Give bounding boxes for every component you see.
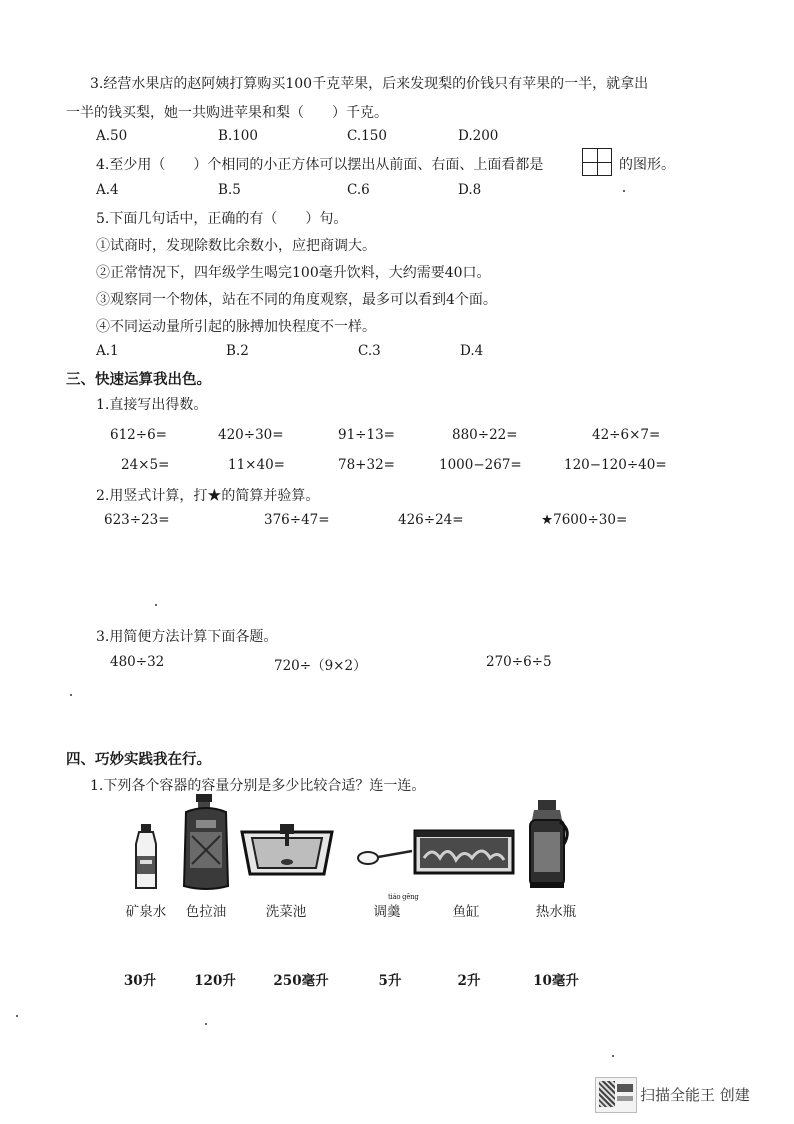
calc-r2-5: 120−120÷40=	[564, 457, 667, 473]
section3-sub1: 1.直接写出得数。	[96, 397, 208, 413]
q3-line2: 一半的钱买梨，她一共购进苹果和梨（ ）千克。	[66, 105, 388, 121]
item-fish-tank: 鱼缸	[452, 904, 480, 920]
q5-text: 5.下面几句话中，正确的有（ ）句。	[96, 211, 348, 227]
vertical-3: 426÷24=	[398, 512, 464, 528]
q3-line1: 3.经营水果店的赵阿姨打算购买100千克苹果，后来发现梨的价钱只有苹果的一半，就拿出	[90, 76, 649, 92]
scan-speck	[16, 1015, 18, 1017]
q3-option-b: B.100	[218, 128, 258, 144]
sink-icon	[238, 822, 336, 880]
fish-tank-icon	[412, 828, 516, 876]
section4-sub1: 1.下列各个容器的容量分别是多少比较合适？连一连。	[90, 778, 426, 794]
scan-speck	[612, 1055, 614, 1057]
q4-option-d: D.8	[458, 182, 482, 198]
q5-option-d: D.4	[460, 343, 484, 359]
item-spoon-ruby: tiáo gēng	[388, 893, 419, 901]
q5-option-a: A.1	[96, 343, 119, 359]
item-mineral-water: 矿泉水	[125, 904, 167, 920]
scan-speck	[205, 1023, 207, 1025]
footer-watermark-text: 扫描全能王 创建	[640, 1086, 750, 1104]
q5-option-b: B.2	[226, 343, 249, 359]
capacity-5: 2升	[457, 973, 481, 989]
mineral-water-bottle-icon	[128, 822, 164, 892]
calc-r1-5: 42÷6×7=	[592, 427, 661, 443]
calc-r2-4: 1000−267=	[439, 457, 522, 473]
calc-r2-3: 78+32=	[338, 457, 395, 473]
vertical-2: 376÷47=	[264, 512, 330, 528]
q4-option-c: C.6	[347, 182, 370, 198]
section3-sub3: 3.用简便方法计算下面各题。	[96, 629, 278, 645]
q5-statement-3: ③观察同一个物体，站在不同的角度观察，最多可以看到4个面。	[96, 292, 497, 308]
q3-option-a: A.50	[96, 128, 128, 144]
scan-speck	[623, 190, 625, 192]
item-thermos: 热水瓶	[535, 904, 577, 920]
q4-option-b: B.5	[218, 182, 241, 198]
item-sink: 洗菜池	[265, 904, 307, 920]
calc-r1-2: 420÷30=	[218, 427, 284, 443]
calc-r1-4: 880÷22=	[452, 427, 518, 443]
capacity-2: 120升	[194, 973, 236, 989]
camscanner-logo-icon	[595, 1077, 637, 1113]
q3-option-c: C.150	[347, 128, 387, 144]
q5-option-c: C.3	[358, 343, 381, 359]
section3-sub2: 2.用竖式计算，打★的简算并验算。	[96, 488, 320, 504]
section3-title: 三、快速运算我出色。	[66, 371, 211, 388]
capacity-1: 30升	[123, 973, 157, 989]
capacity-3: 250毫升	[273, 973, 329, 989]
q4-text: 4.至少用（ ）个相同的小正方体可以摆出从前面、右面、上面看都是	[96, 157, 544, 173]
simple-2: 720÷（9×2）	[274, 658, 367, 674]
four-square-grid-icon	[582, 148, 612, 176]
scan-speck	[70, 694, 72, 696]
vertical-4: ★7600÷30=	[541, 512, 628, 528]
scan-speck	[155, 604, 157, 606]
section4-title: 四、巧妙实践我在行。	[66, 751, 211, 768]
calc-r2-1: 24×5=	[121, 457, 170, 473]
spoon-icon	[356, 846, 416, 868]
simple-3: 270÷6÷5	[486, 654, 552, 670]
capacity-6: 10毫升	[533, 973, 579, 989]
item-salad-oil: 色拉油	[185, 904, 227, 920]
thermos-icon	[522, 796, 572, 892]
q5-statement-2: ②正常情况下，四年级学生喝完100毫升饮料，大约需要40口。	[96, 265, 491, 281]
calc-r1-3: 91÷13=	[338, 427, 395, 443]
capacity-4: 5升	[378, 973, 402, 989]
vertical-1: 623÷23=	[104, 512, 170, 528]
item-spoon: 调羹	[373, 904, 401, 920]
q5-statement-4: ④不同运动量所引起的脉搏加快程度不一样。	[96, 319, 376, 335]
simple-1: 480÷32	[110, 654, 165, 670]
salad-oil-jug-icon	[178, 792, 234, 892]
q4-option-a: A.4	[96, 182, 119, 198]
calc-r1-1: 612÷6=	[110, 427, 167, 443]
calc-r2-2: 11×40=	[228, 457, 285, 473]
q5-statement-1: ①试商时，发现除数比余数小，应把商调大。	[96, 238, 376, 254]
q4-text-after: 的图形。	[619, 157, 675, 173]
q3-option-d: D.200	[458, 128, 499, 144]
